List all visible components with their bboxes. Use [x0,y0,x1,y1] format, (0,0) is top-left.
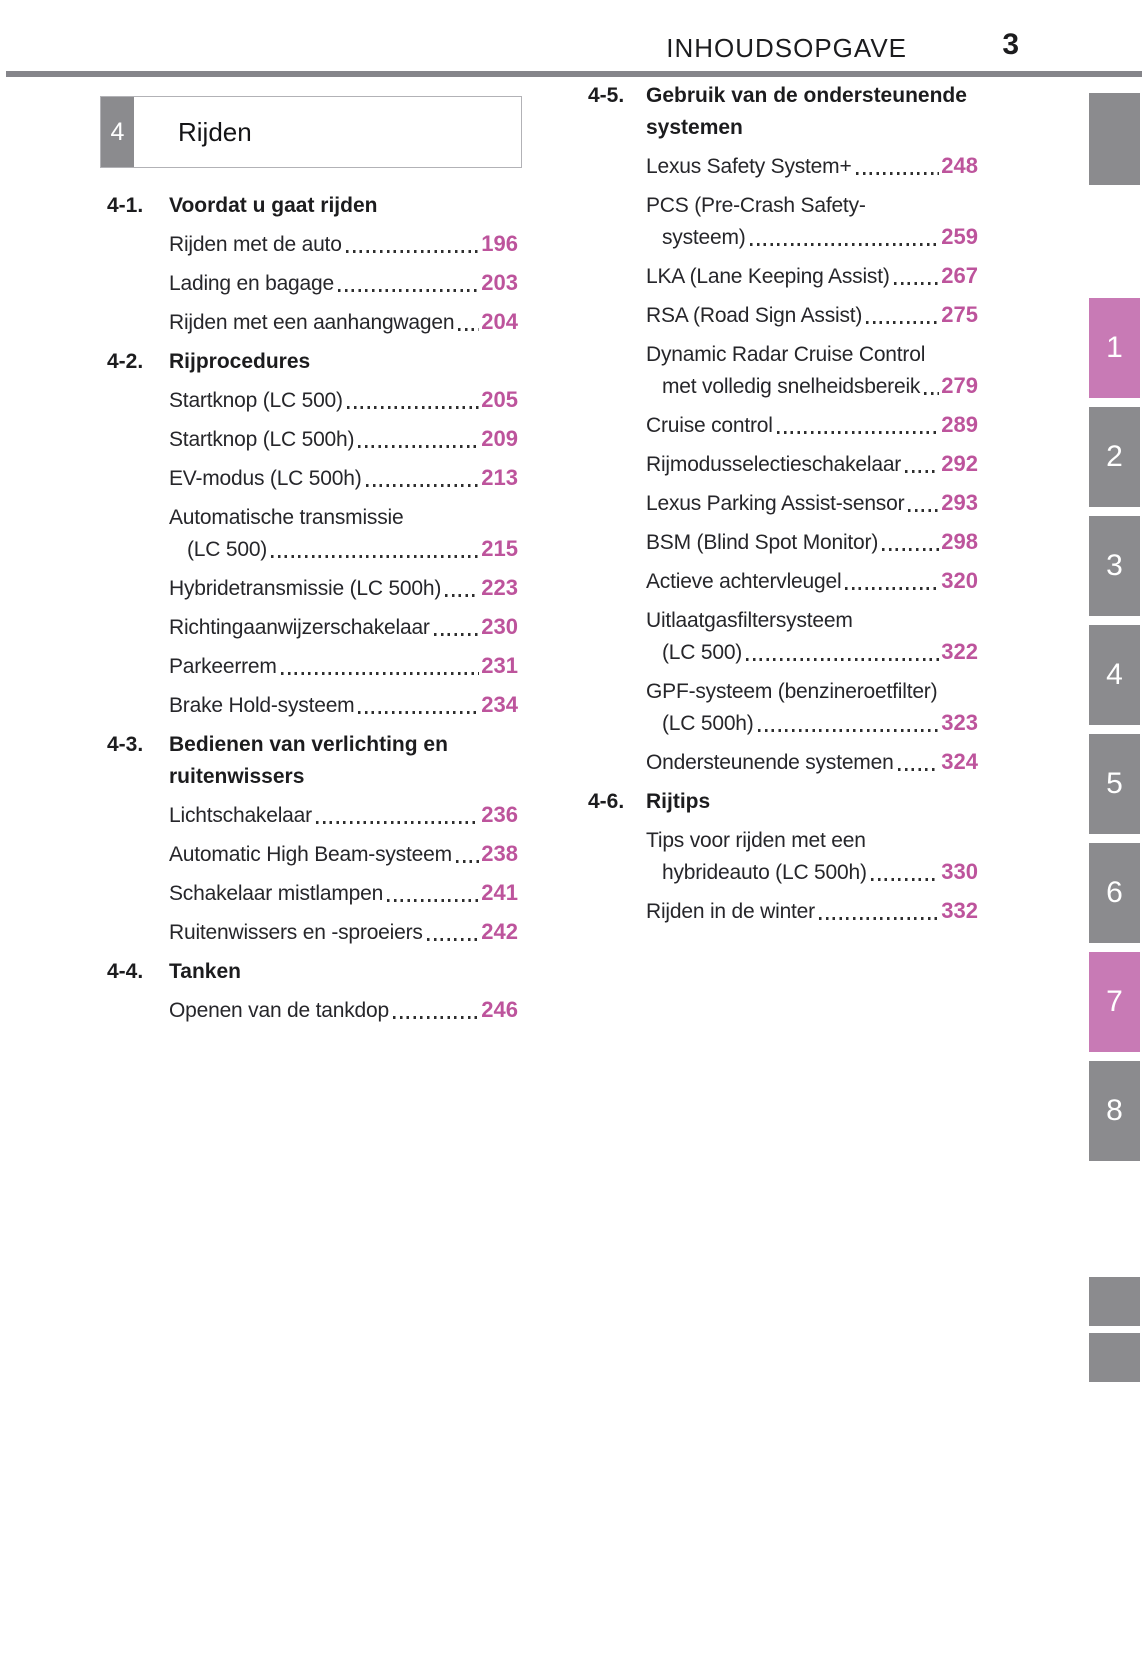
dot-leader [746,658,939,661]
entry-page-number: 215 [481,536,518,561]
entry-page-number: 231 [481,653,518,678]
toc-entry-row [646,443,978,482]
toc-entry-row [169,379,518,418]
dot-leader [434,633,480,636]
dot-leader [458,328,479,331]
section-heading-row [107,184,518,223]
toc-entry-line [646,333,978,372]
section-title: Tanken [169,960,241,983]
toc-entry-row [169,606,518,645]
section-number: 4-4. [107,960,144,983]
toc-entry [646,819,978,890]
toc-entry [646,294,978,333]
toc-entry [169,496,518,567]
dot-leader [882,548,939,551]
section-number: 4-2. [107,350,144,373]
chapter-side-tabs [1089,93,1140,1389]
toc-section [588,74,978,780]
section-title: Bedienen van verlichting en [169,733,448,756]
dot-leader [427,938,480,941]
toc-entry [169,301,518,340]
toc-entry-row [646,521,978,560]
dot-leader [393,1016,479,1019]
toc-entry-line [646,819,978,858]
toc-entry-line [646,670,978,709]
toc-entry-row [169,911,518,950]
entry-title: hybrideauto (LC 500h) [662,861,867,884]
entry-page-number: 323 [941,710,978,735]
entry-title: Schakelaar mistlampen [169,882,384,905]
entry-page-number: 292 [941,451,978,476]
chapter-number-tab: 4 [101,97,134,167]
toc-entry-row [646,223,978,255]
entry-page-number: 248 [941,153,978,178]
chapter-title: Rijden [178,116,252,147]
entry-page-number: 279 [941,373,978,398]
entry-page-number: 209 [481,426,518,451]
toc-entry [169,606,518,645]
entry-page-number: 298 [941,529,978,554]
toc-entry-row [169,535,518,567]
toc-section [588,780,978,929]
dot-leader [894,282,940,285]
chapter-box [100,96,522,168]
dot-leader [905,470,939,473]
entry-page-number: 322 [941,639,978,664]
entry-page-number: 213 [481,465,518,490]
toc-entry-row [646,709,978,741]
entry-title: Parkeerrem [169,655,277,678]
entry-title: PCS (Pre-Crash Safety- [646,194,866,217]
entry-page-number: 275 [941,302,978,327]
toc-entry-row [646,145,978,184]
entry-title: Startknop (LC 500h) [169,428,355,451]
dot-leader [387,899,479,902]
toc-entry-row [646,404,978,443]
entry-page-number: 223 [481,575,518,600]
toc-entry-row [169,262,518,301]
side-tab-1: 1 [1089,298,1140,398]
toc-entry-line [646,184,978,223]
dot-leader [758,729,940,732]
entry-title: LKA (Lane Keeping Assist) [646,265,890,288]
section-number: 4-5. [588,84,625,107]
entry-title: Uitlaatgasfiltersysteem [646,609,853,632]
entry-page-number: 267 [941,263,978,288]
section-heading-row [588,780,978,819]
dot-leader [346,250,480,253]
entry-title: Automatische transmissie [169,506,404,529]
toc-entry [646,333,978,404]
toc-entry [646,404,978,443]
toc-entry [646,443,978,482]
toc-entry [169,457,518,496]
toc-section [107,340,518,723]
toc-entry [169,911,518,950]
toc-entry [646,560,978,599]
entry-page-number: 204 [481,309,518,334]
entry-title: met volledig snelheidsbereik [662,375,921,398]
dot-leader [866,321,939,324]
toc-entry-row [169,301,518,340]
toc-section [107,950,518,1028]
dot-leader [924,392,939,395]
toc-entry-row [169,833,518,872]
entry-page-number: 238 [481,841,518,866]
side-tab-8: 8 [1089,1061,1140,1161]
entry-title: Richtingaanwijzerschakelaar [169,616,430,639]
side-tab-blank [1089,1277,1140,1326]
dot-leader [445,594,479,597]
toc-entry-line [169,496,518,535]
dot-leader [316,821,479,824]
section-number: 4-1. [107,194,144,217]
entry-title: RSA (Road Sign Assist) [646,304,863,327]
toc-entry [646,670,978,741]
side-tab-blank [1089,93,1140,185]
toc-entry [646,741,978,780]
entry-title: GPF-systeem (benzineroetfilter) [646,680,938,703]
entry-title: Ruitenwissers en -sproeiers [169,921,423,944]
entry-title: systeem) [662,226,746,249]
toc-entry [169,223,518,262]
entry-page-number: 236 [481,802,518,827]
toc-entry-row [646,482,978,521]
toc-entry [646,599,978,670]
toc-entry [646,482,978,521]
entry-page-number: 203 [481,270,518,295]
dot-leader [281,672,480,675]
dot-leader [819,917,939,920]
entry-title: Openen van de tankdop [169,999,389,1022]
side-tab-4: 4 [1089,625,1140,725]
section-title: Rijtips [646,790,711,813]
section-heading-row [107,340,518,379]
section-title: Gebruik van de ondersteunende [646,84,967,107]
entry-page-number: 230 [481,614,518,639]
entry-title: Dynamic Radar Cruise Control [646,343,926,366]
toc-entry-row [169,457,518,496]
section-title: ruitenwissers [169,765,305,788]
entry-page-number: 241 [481,880,518,905]
toc-entry-row [169,684,518,723]
entry-page-number: 330 [941,859,978,884]
section-heading-row [588,74,978,113]
toc-entry-row [646,255,978,294]
entry-page-number: 293 [941,490,978,515]
dot-leader [845,587,939,590]
dot-leader [908,509,939,512]
section-heading-row [107,950,518,989]
toc-entry-line [646,599,978,638]
section-title-continuation [646,113,978,145]
toc-entry [646,145,978,184]
entry-title: BSM (Blind Spot Monitor) [646,531,879,554]
toc-entry [169,684,518,723]
side-tab-2: 2 [1089,407,1140,507]
entry-title: Rijden met een aanhangwagen [169,311,455,334]
entry-title: Actieve achtervleugel [646,570,842,593]
entry-title: Lading en bagage [169,272,334,295]
entry-page-number: 324 [941,749,978,774]
toc-entry-row [169,645,518,684]
toc-entry-row [646,858,978,890]
toc-entry-row [169,989,518,1028]
entry-page-number: 205 [481,387,518,412]
section-heading-row [107,723,518,762]
side-tab-3: 3 [1089,516,1140,616]
section-title: Rijprocedures [169,350,311,373]
toc-entry [646,890,978,929]
section-number: 4-3. [107,733,144,756]
header-page-number: 3 [1002,28,1019,61]
toc-entry-row [169,418,518,457]
entry-title: Automatic High Beam-systeem [169,843,452,866]
section-title: systemen [646,116,743,139]
dot-leader [358,711,479,714]
toc-entry [169,379,518,418]
entry-title: (LC 500h) [662,712,754,735]
toc-entry-row [646,741,978,780]
toc-entry-row [646,560,978,599]
dot-leader [347,406,479,409]
dot-leader [777,431,940,434]
entry-title: Ondersteunende systemen [646,751,894,774]
toc-entry [169,794,518,833]
toc-entry [646,255,978,294]
entry-title: Cruise control [646,414,773,437]
entry-title: Lichtschakelaar [169,804,312,827]
dot-leader [366,484,480,487]
entry-title: Rijmodusselectieschakelaar [646,453,902,476]
entry-title: Rijden met de auto [169,233,342,256]
side-tab-7: 7 [1089,952,1140,1052]
toc-column-right [588,74,978,929]
entry-page-number: 246 [481,997,518,1022]
entry-title: Hybridetransmissie (LC 500h) [169,577,442,600]
entry-title: Tips voor rijden met een [646,829,866,852]
toc-entry [169,418,518,457]
toc-entry-row [646,294,978,333]
toc-entry-row [646,372,978,404]
side-tab-5: 5 [1089,734,1140,834]
entry-title: Lexus Safety System+ [646,155,852,178]
entry-title: Startknop (LC 500) [169,389,343,412]
toc-section [107,184,518,340]
entry-title: EV-modus (LC 500h) [169,467,362,490]
dot-leader [358,445,479,448]
entry-page-number: 289 [941,412,978,437]
section-title: Voordat u gaat rijden [169,194,378,217]
entry-page-number: 196 [481,231,518,256]
entry-page-number: 242 [481,919,518,944]
entry-title: Lexus Parking Assist-sensor [646,492,905,515]
entry-title: Brake Hold-systeem [169,694,355,717]
dot-leader [271,555,479,558]
side-tab-blank [1089,1333,1140,1382]
section-title-continuation [169,762,518,794]
toc-entry [646,521,978,560]
side-tab-6: 6 [1089,843,1140,943]
toc-entry-row [169,794,518,833]
toc-entry-row [646,638,978,670]
dot-leader [871,878,940,881]
toc-entry-row [169,223,518,262]
entry-title: (LC 500) [662,641,743,664]
section-number: 4-6. [588,790,625,813]
toc-section [107,723,518,950]
toc-entry [169,262,518,301]
dot-leader [898,768,940,771]
toc-entry-row [169,872,518,911]
entry-title: Rijden in de winter [646,900,815,923]
toc-entry-row [169,567,518,606]
toc-column-left [107,184,518,1028]
entry-page-number: 259 [941,224,978,249]
entry-title: (LC 500) [187,538,268,561]
dot-leader [456,860,479,863]
page-title: INHOUDSOPGAVE [666,33,907,63]
toc-entry [169,989,518,1028]
toc-entry [169,567,518,606]
toc-entry [169,872,518,911]
dot-leader [750,243,940,246]
toc-entry-row [646,890,978,929]
toc-entry [646,184,978,255]
toc-entry [169,833,518,872]
entry-page-number: 320 [941,568,978,593]
entry-page-number: 234 [481,692,518,717]
dot-leader [856,172,940,175]
dot-leader [338,289,479,292]
toc-entry [169,645,518,684]
entry-page-number: 332 [941,898,978,923]
